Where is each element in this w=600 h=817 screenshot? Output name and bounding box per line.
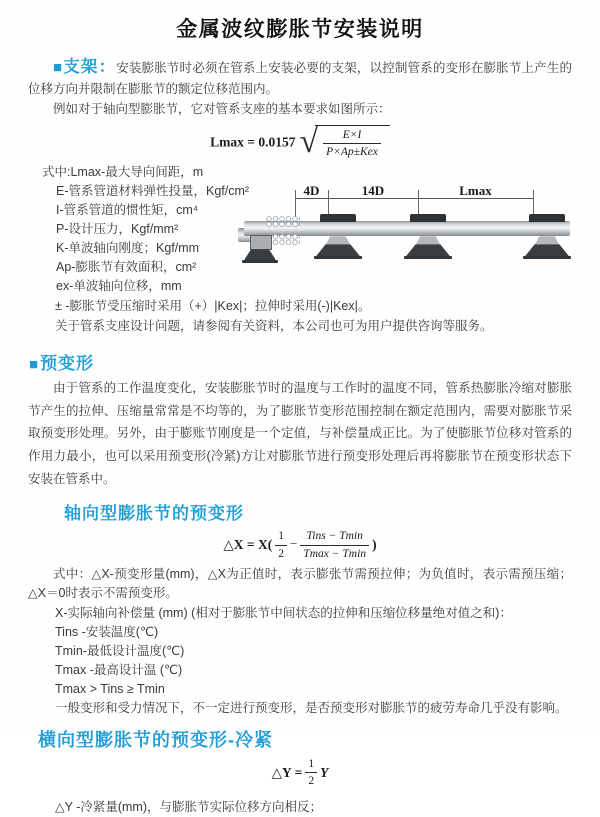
definition-line: I-管系管道的惯性矩，cm⁴ bbox=[56, 203, 199, 218]
lateral-note: △Y -冷紧量(mm)，与膨胀节实际位移方向相反； bbox=[55, 799, 323, 814]
bellows-icon bbox=[266, 216, 300, 227]
definition-line: Tmax -最高设计温 (℃) bbox=[55, 662, 183, 677]
support-foot bbox=[404, 256, 452, 259]
lmax-numerator: E×I bbox=[323, 128, 381, 144]
support-cap bbox=[320, 214, 356, 222]
axial-definition-list bbox=[0, 604, 600, 718]
definition-line: Tmax > Tins ≥ Tmin bbox=[55, 681, 165, 696]
anchor-support bbox=[242, 235, 282, 267]
definition-line: Tmin-最低设计温度(℃) bbox=[55, 643, 185, 658]
lateral-formula-rhs: Y bbox=[320, 764, 329, 780]
dimension-label-14d: 14D bbox=[361, 183, 385, 199]
definition-line: K-单波轴向刚度；Kgf/mm bbox=[56, 241, 200, 256]
support-base bbox=[525, 244, 569, 256]
anchor-block bbox=[250, 235, 272, 250]
support-example-text: 例如对于轴向型膨胀节，它对管系支座的基本要求如图所示： bbox=[53, 102, 391, 116]
support-saddle bbox=[326, 236, 350, 244]
definition-line: 式中:Lmax-最大导向间距，m bbox=[42, 165, 204, 180]
support-intro-paragraph bbox=[28, 57, 572, 99]
minus-operator: − bbox=[290, 536, 298, 552]
half-numerator: 1 bbox=[275, 529, 287, 545]
support-saddle bbox=[416, 236, 440, 244]
axial-subsection-heading: 轴向型膨胀节的预变形 bbox=[64, 504, 244, 524]
plus-minus-note: ± -膨胀节受压缩时采用（+）|Kex|；拉伸时采用(-)|Kex|。 bbox=[55, 299, 371, 314]
definition-line: Tins -安装温度(℃) bbox=[55, 624, 159, 639]
page-title: 金属波纹膨胀节安装说明 bbox=[176, 18, 424, 41]
half-denominator: 2 bbox=[278, 547, 284, 560]
dimension-label-4d: 4D bbox=[303, 183, 320, 199]
section-marker: ■ bbox=[29, 356, 40, 374]
support-base bbox=[316, 244, 360, 256]
lateral-subsection-heading: 横向型膨胀节的预变形-冷紧 bbox=[38, 729, 273, 750]
pipe-support bbox=[523, 183, 571, 267]
definition-line: X-实际轴向补偿量 (mm) (相对于膨胀节中间状态的拉伸和压缩位移量绝对值之和)： bbox=[55, 605, 512, 620]
definition-line: E-管系管道材料弹性投量，Kgf/cm² bbox=[56, 184, 250, 199]
lmax-denominator: P×Ap±Kex bbox=[326, 145, 378, 158]
predeform-heading-label: 预变形 bbox=[40, 354, 95, 374]
support-base bbox=[406, 244, 450, 256]
definition-line: P-设计压力，Kgf/mm² bbox=[56, 222, 179, 237]
anchor-base bbox=[244, 249, 276, 260]
pipe-support bbox=[404, 183, 452, 267]
support-foot bbox=[314, 256, 362, 259]
definition-line: 一般变形和受力情况下，不一定进行预变形，是否预变形对膨胀节的疲劳寿命几乎没有影响。 bbox=[55, 700, 568, 715]
pipe-support bbox=[314, 183, 362, 267]
section-marker: ■ bbox=[53, 59, 63, 76]
definition-line: Ap-膨胀节有效面积，cm² bbox=[56, 260, 197, 275]
lateral-formula-lhs: △Y = bbox=[271, 764, 303, 780]
definition-line: ex-单波轴向位移，mm bbox=[56, 279, 182, 294]
consulting-note: 关于管系支座设计问题，请参阅有关资料，本公司也可为用户提供咨询等服务。 bbox=[55, 319, 493, 334]
lateral-denominator: 2 bbox=[308, 775, 315, 788]
sqrt-expression bbox=[299, 122, 389, 160]
temp-numerator: Tins − Tmin bbox=[300, 529, 369, 545]
lmax-formula bbox=[0, 122, 600, 160]
lateral-formula bbox=[0, 757, 600, 789]
lmax-formula-lhs: Lmax = 0.0157 bbox=[210, 133, 296, 149]
axial-formula bbox=[0, 529, 600, 561]
axial-explanation-paragraph: 式中：△X-预变形量(mm)，△X为正值时，表示膨张节需预拉伸；为负值时，表示需预压缩；△X＝0时表示不需预变形。 bbox=[28, 566, 572, 601]
support-foot bbox=[523, 256, 571, 259]
lateral-numerator: 1 bbox=[305, 757, 317, 773]
predeform-paragraph: 由于管系的工作温度变化，安装膨胀节时的温度与工作时的温度不同，管系热膨胀冷缩对膨胀节产生的拉伸、压缩量常常是不均等的，为了膨胀节变形范围控制在额定范围内，需要对膨胀节采取预变形处理。另外，由于膨账节刚度是一个定值，与补偿量成正比。为了使膨胀节位移对管系的作用力最小，也可以采用预变形(冷紧)方让对膨胀节进行预变形处理后再将膨胀节在预变形状态下安装在管系中。 bbox=[28, 381, 572, 486]
support-cap bbox=[529, 214, 565, 222]
support-cap bbox=[410, 214, 446, 222]
axial-formula-lhs: △X = X( bbox=[223, 537, 273, 553]
definitions-and-diagram bbox=[0, 163, 600, 336]
dimension-label-lmax: Lmax bbox=[459, 183, 492, 199]
temp-denominator: Tmax − Tmin bbox=[303, 547, 367, 560]
axial-formula-rhs: ) bbox=[372, 537, 377, 553]
support-saddle bbox=[535, 236, 559, 244]
pipe-support-diagram bbox=[238, 183, 582, 283]
support-intro-text: 安装膨胀节时必须在管系上安装必要的支架，以控制管系的变形在膨胀节上产生的位移方向并限制在膨胀节的额定位移范围内。 bbox=[28, 61, 572, 96]
predeform-section-heading bbox=[29, 349, 600, 374]
support-section-heading: 支架： bbox=[63, 58, 117, 76]
sqrt-radical-icon: √ bbox=[299, 122, 319, 160]
anchor-foot bbox=[242, 260, 278, 263]
